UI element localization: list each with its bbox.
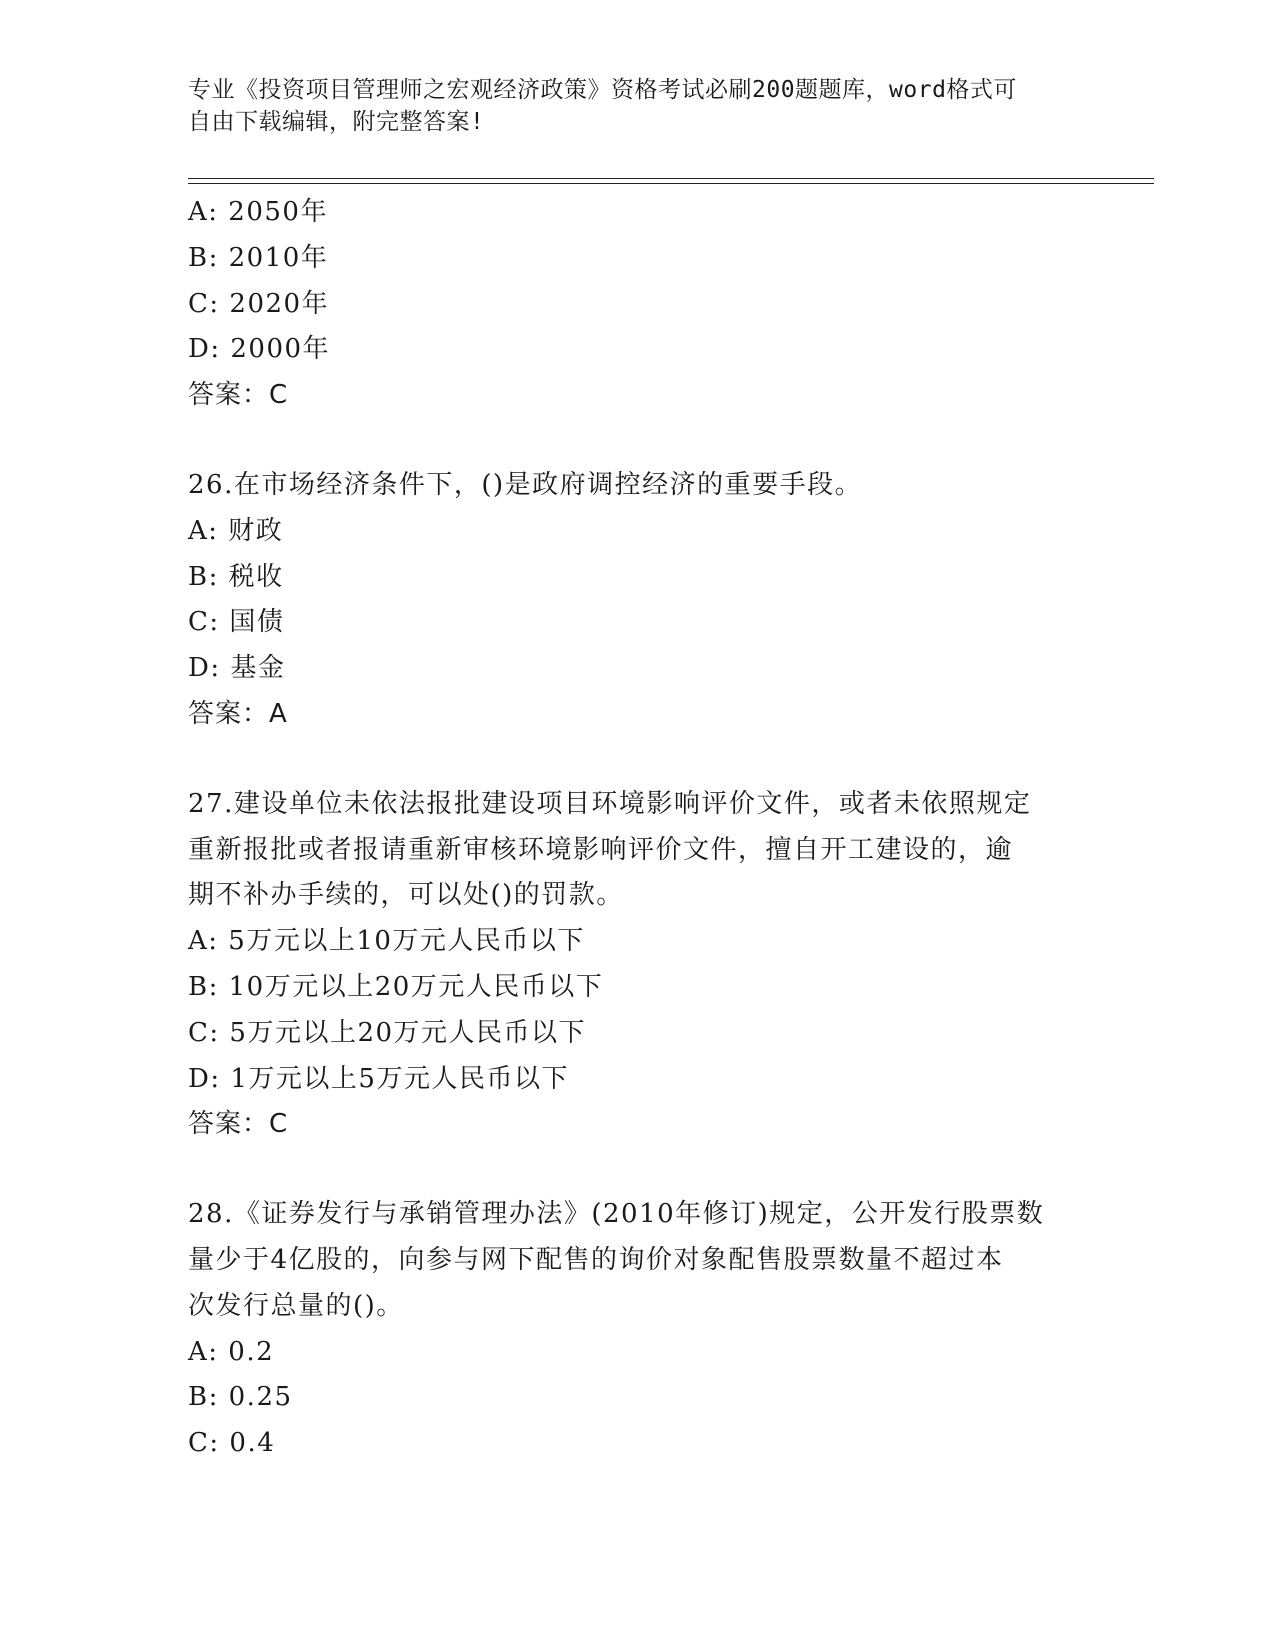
question-25-tail — [188, 190, 1088, 419]
question-text-line: 28.《证券发行与承销管理办法》(2010年修订)规定，公开发行股票数 — [188, 1199, 1045, 1230]
option-c: C: 0.4 — [188, 1428, 276, 1459]
question-text-line: 量少于4亿股的，向参与网下配售的询价对象配售股票数量不超过本 — [188, 1244, 1004, 1275]
answer-line: 答案：A — [188, 698, 288, 729]
option-c: C: 5万元以上20万元人民币以下 — [188, 1017, 587, 1048]
question-text-line: 27.建设单位未依法报批建设项目环境影响评价文件，或者未依照规定 — [188, 788, 1032, 819]
question-text-line: 26.在市场经济条件下，()是政府调控经济的重要手段。 — [188, 469, 863, 500]
question-27 — [188, 782, 1088, 1148]
option-d: D: 基金 — [188, 653, 286, 684]
option-b: B: 10万元以上20万元人民币以下 — [188, 971, 604, 1002]
option-c: C: 2020年 — [188, 288, 330, 319]
option-d: D: 2000年 — [188, 334, 331, 365]
header-line-2: 自由下载编辑，附完整答案! — [188, 109, 485, 135]
question-content — [188, 190, 1088, 1467]
header-divider-top — [188, 178, 1154, 179]
document-header — [188, 74, 1088, 138]
question-gap — [188, 419, 1088, 463]
question-text-line: 重新报批或者报请重新审核环境影响评价文件，擅自开工建设的，逾 — [188, 834, 1014, 865]
header-divider-bottom — [188, 183, 1154, 184]
question-26 — [188, 463, 1088, 738]
option-a: A: 5万元以上10万元人民币以下 — [188, 926, 585, 957]
header-line-1: 专业《投资项目管理师之宏观经济政策》资格考试必刷200题题库，word格式可 — [188, 77, 1017, 103]
option-d: D: 1万元以上5万元人民币以下 — [188, 1063, 569, 1094]
option-b: B: 0.25 — [188, 1382, 293, 1413]
answer-line: 答案：C — [188, 1109, 289, 1140]
answer-line: 答案：C — [188, 380, 289, 411]
question-text-line: 期不补办手续的，可以处()的罚款。 — [188, 880, 624, 911]
question-gap — [188, 1148, 1088, 1192]
question-28 — [188, 1192, 1088, 1467]
option-a: A: 财政 — [188, 515, 284, 546]
option-b: B: 2010年 — [188, 242, 329, 273]
option-c: C: 国债 — [188, 607, 285, 638]
option-a: A: 0.2 — [188, 1336, 275, 1367]
option-a: A: 2050年 — [188, 197, 328, 227]
question-gap — [188, 738, 1088, 782]
option-b: B: 税收 — [188, 561, 284, 592]
question-text-line: 次发行总量的()。 — [188, 1290, 404, 1321]
